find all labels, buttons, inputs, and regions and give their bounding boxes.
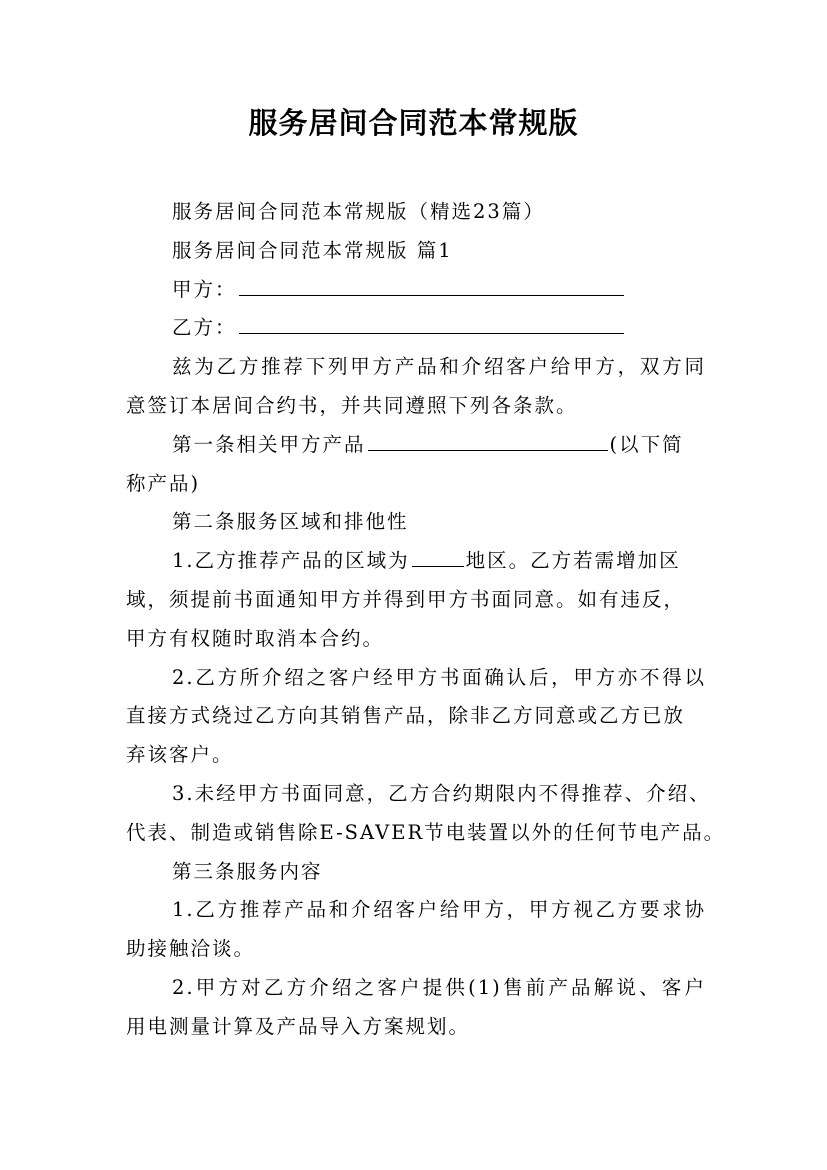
article2-title: 第二条服务区域和排他性	[172, 510, 409, 534]
article3-title: 第三条服务内容	[172, 859, 323, 883]
document-body	[126, 193, 726, 1047]
party-b-line	[126, 309, 706, 348]
subtitle: 服务居间合同范本常规版（精选23篇）	[172, 200, 545, 223]
article1-line-2: 称产品)	[126, 471, 201, 495]
intro-line-1: 兹为乙方推荐下列甲方产品和介绍客户给甲方，双方同	[172, 355, 706, 379]
article1-product-blank	[368, 428, 608, 451]
party-a-label: 甲方：	[172, 277, 237, 301]
a2-item1-line-3: 甲方有权随时取消本合约。	[126, 626, 385, 650]
party-b-blank	[239, 311, 624, 334]
a3-item2-line-2: 用电测量计算及产品导入方案规划。	[126, 1014, 471, 1038]
article1-suffix: (以下简	[609, 432, 684, 456]
a3-item1-line-1: 1.乙方推荐产品和介绍客户给甲方，甲方视乙方要求协	[172, 898, 706, 922]
document-title: 服务居间合同范本常规版	[248, 106, 579, 140]
a2-item2-line-1: 2.乙方所介绍之客户经甲方书面确认后，甲方亦不得以	[172, 665, 706, 689]
article1-line-1	[126, 426, 706, 465]
party-b-label: 乙方：	[172, 316, 237, 340]
section-header: 服务居间合同范本常规版 篇1	[172, 238, 453, 262]
a2-item1-line-1	[126, 542, 706, 581]
region-blank	[412, 544, 464, 567]
a2-item3-line-1: 3.未经甲方书面同意，乙方合约期限内不得推荐、介绍、	[172, 781, 711, 805]
a3-item1-line-2: 助接触洽谈。	[126, 937, 256, 961]
a2-item3-line-2: 代表、制造或销售除E-SAVER节电装置以外的任何节电产品。	[126, 820, 726, 844]
a2-item2-line-3: 弃该客户。	[126, 743, 234, 767]
party-a-line	[126, 271, 706, 310]
a2-item1-prefix: 1.乙方推荐产品的区域为	[172, 549, 410, 573]
article1-label: 第一条相关甲方产品	[172, 432, 366, 456]
a3-item2-line-1: 2.甲方对乙方介绍之客户提供(1)售前产品解说、客户	[172, 975, 706, 999]
a2-item1-line-2: 域，须提前书面通知甲方并得到甲方书面同意。如有违反，	[126, 587, 686, 611]
intro-line-2: 意签订本居间合约书，并共同遵照下列各条款。	[126, 393, 578, 417]
a2-item2-line-2: 直接方式绕过乙方向其销售产品，除非乙方同意或乙方已放	[126, 704, 686, 728]
party-a-blank	[239, 273, 624, 296]
a2-item1-suffix: 地区。乙方若需增加区	[465, 549, 681, 573]
